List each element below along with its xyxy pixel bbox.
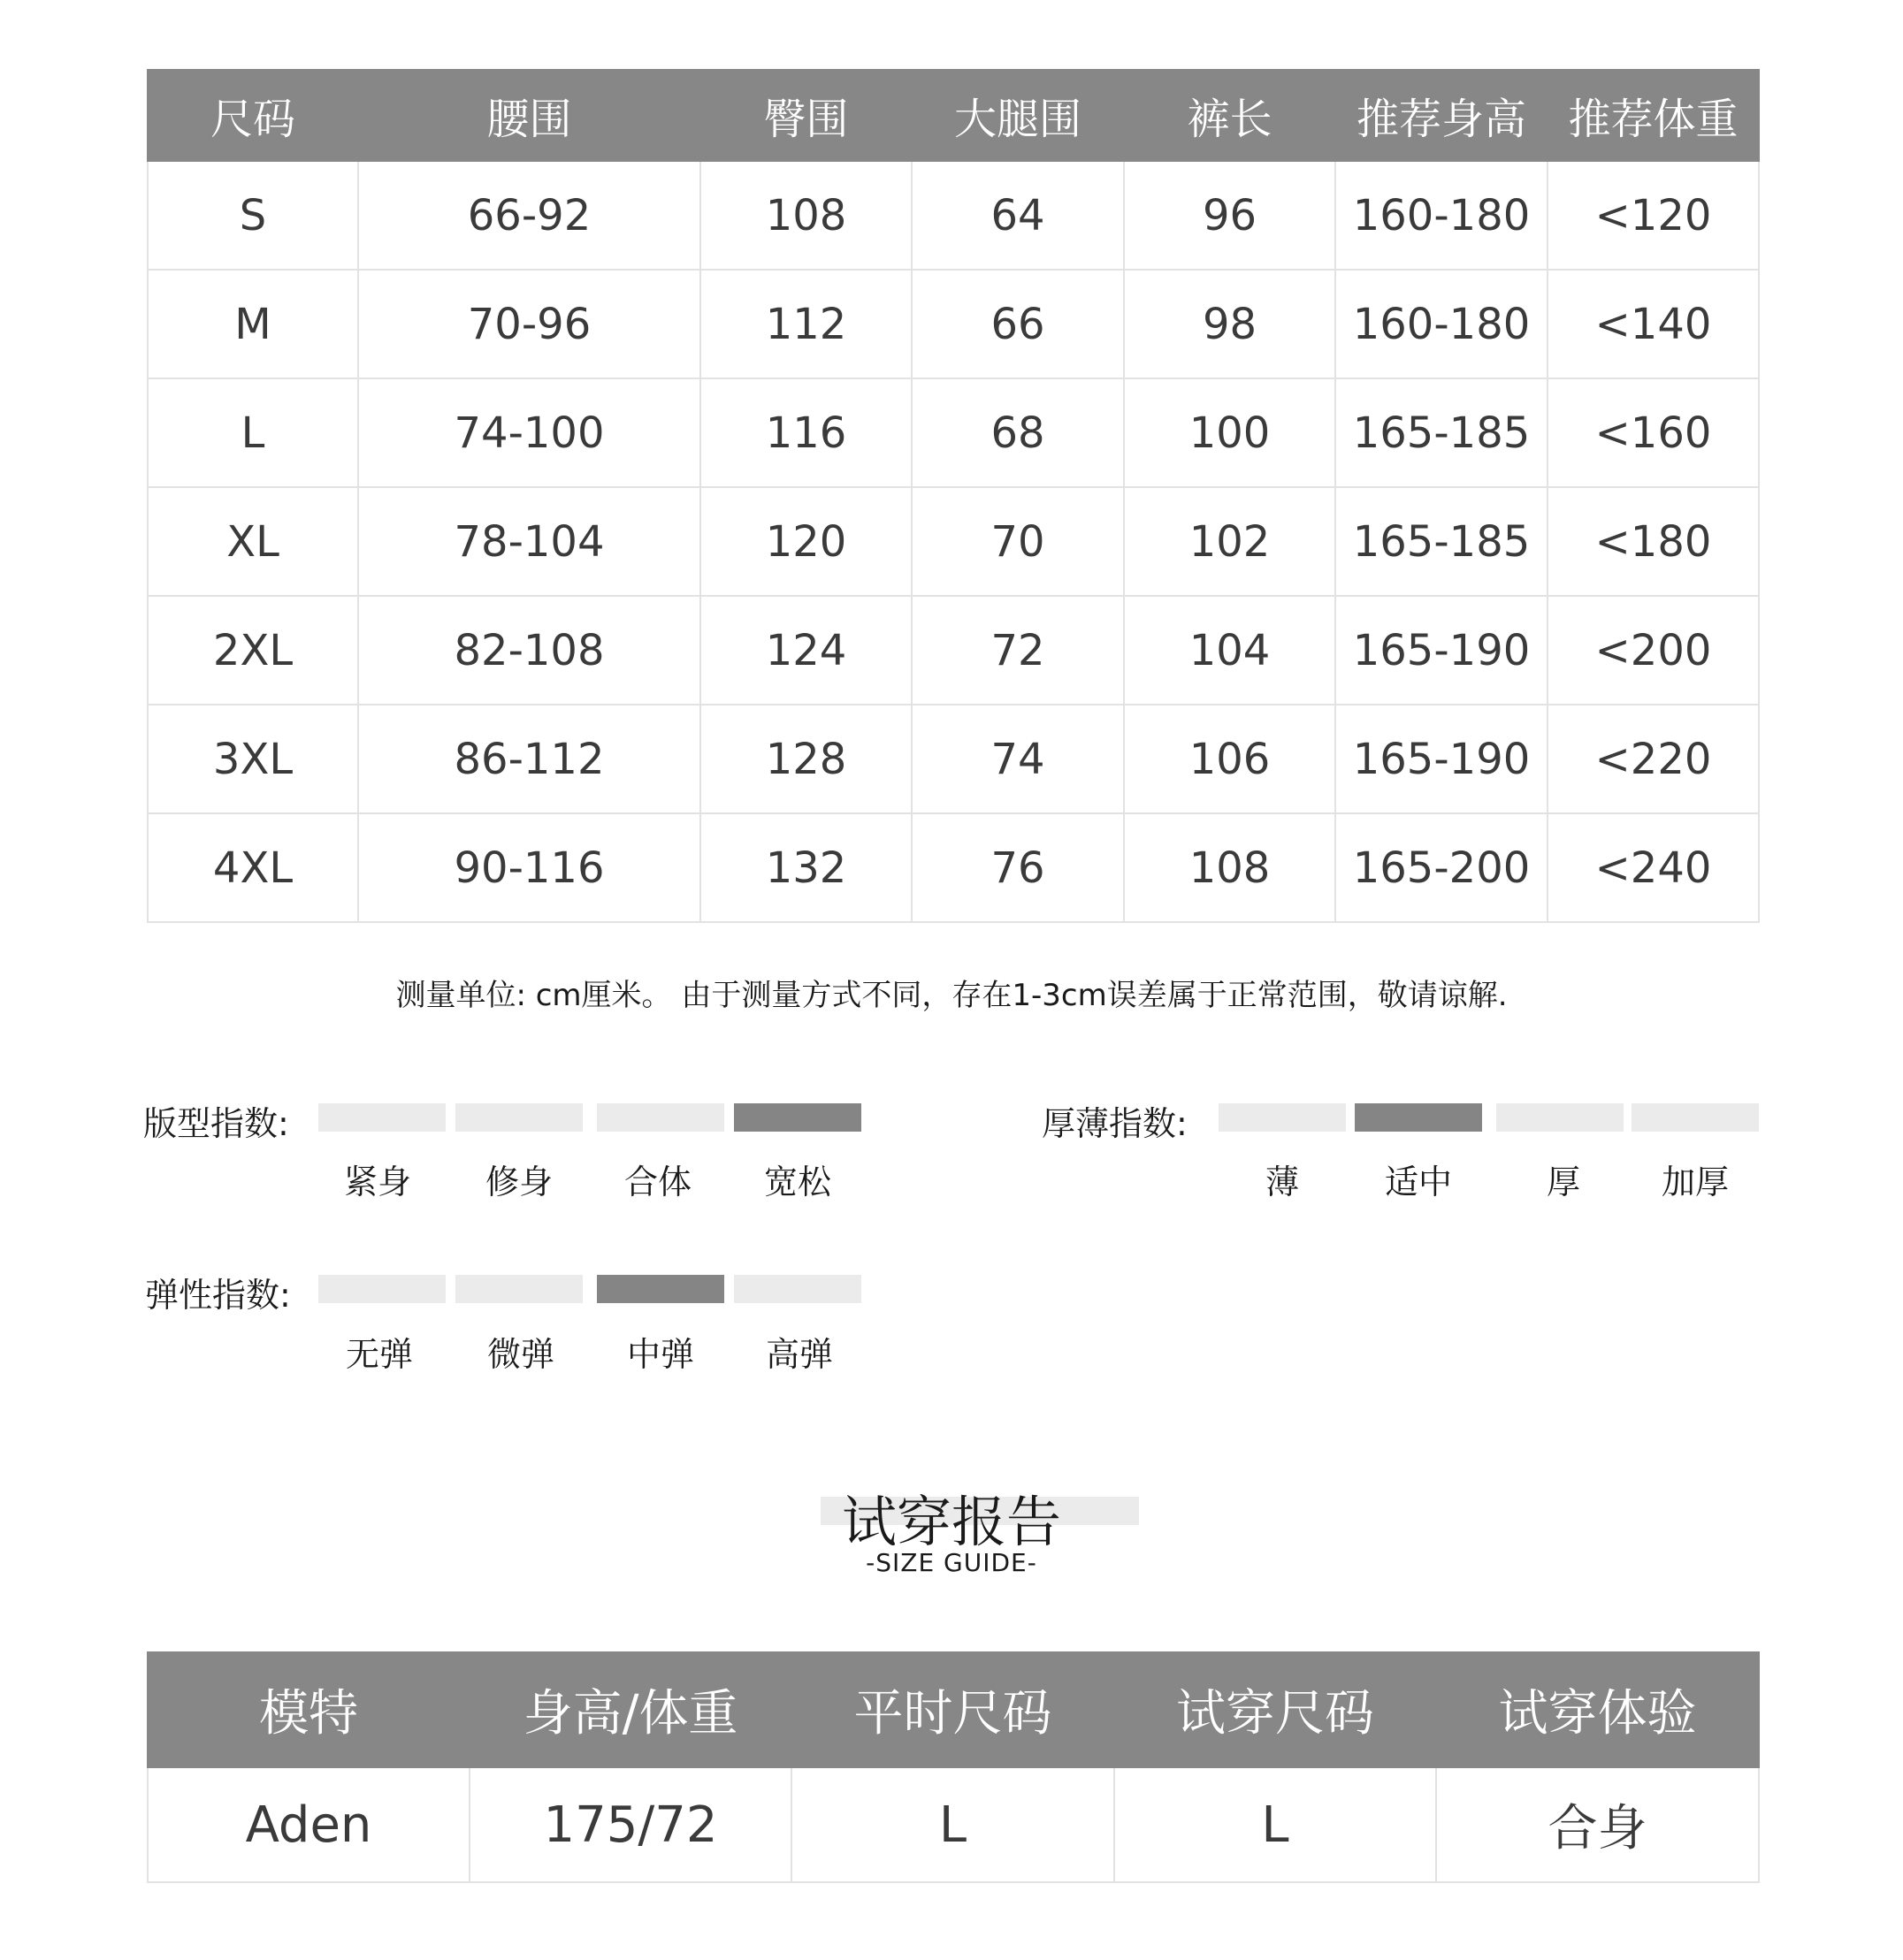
cell-length: 98 xyxy=(1124,270,1335,378)
cell-height-weight: 175/72 xyxy=(470,1767,791,1882)
fit-option-label: 宽松 xyxy=(763,1163,831,1201)
cell-thigh: 74 xyxy=(912,705,1124,813)
cell-size: L xyxy=(148,378,358,487)
cell-length: 100 xyxy=(1124,378,1335,487)
cell-hip: 116 xyxy=(700,378,912,487)
thickness-index-bar xyxy=(1219,1103,1346,1132)
fit-index-bar xyxy=(318,1103,446,1132)
cell-weight: <120 xyxy=(1548,161,1759,270)
thickness-option-label: 薄 xyxy=(1265,1163,1299,1201)
cell-height: 165-185 xyxy=(1335,378,1548,487)
fit-option-label: 紧身 xyxy=(343,1163,411,1201)
cell-model: Aden xyxy=(148,1767,470,1882)
cell-waist: 78-104 xyxy=(358,487,700,596)
cell-length: 104 xyxy=(1124,596,1335,705)
header-weight: 推荐体重 xyxy=(1548,70,1759,161)
fit-index-label: 版型指数: xyxy=(143,1104,289,1143)
header-fit-experience: 试穿体验 xyxy=(1436,1652,1759,1767)
cell-waist: 82-108 xyxy=(358,596,700,705)
cell-length: 96 xyxy=(1124,161,1335,270)
cell-length: 108 xyxy=(1124,813,1335,922)
cell-size: XL xyxy=(148,487,358,596)
elasticity-option-label: 微弹 xyxy=(486,1335,554,1374)
cell-waist: 74-100 xyxy=(358,378,700,487)
cell-weight: <160 xyxy=(1548,378,1759,487)
cell-height: 165-185 xyxy=(1335,487,1548,596)
cell-height: 165-200 xyxy=(1335,813,1548,922)
measurement-note: 测量单位: cm厘米。 由于测量方式不同，存在1-3cm误差属于正常范围，敬请谅解. xyxy=(395,978,1508,1013)
size-chart-header-row xyxy=(148,70,1759,161)
cell-waist: 90-116 xyxy=(358,813,700,922)
header-usual-size: 平时尺码 xyxy=(791,1652,1114,1767)
fit-option-label: 合体 xyxy=(623,1163,692,1201)
cell-weight: <220 xyxy=(1548,705,1759,813)
cell-thigh: 72 xyxy=(912,596,1124,705)
thickness-option-label: 加厚 xyxy=(1661,1163,1729,1201)
table-row xyxy=(148,487,1759,596)
fit-index-bar xyxy=(597,1103,724,1132)
thickness-index-bar xyxy=(1632,1103,1759,1132)
report-subtitle: -SIZE GUIDE- xyxy=(866,1548,1037,1577)
elasticity-option-label: 无弹 xyxy=(345,1335,413,1374)
cell-tried-size: L xyxy=(1114,1767,1436,1882)
thickness-index-bar xyxy=(1355,1103,1482,1132)
cell-weight: <240 xyxy=(1548,813,1759,922)
elasticity-index-bar xyxy=(455,1275,583,1303)
cell-waist: 66-92 xyxy=(358,161,700,270)
cell-height: 160-180 xyxy=(1335,161,1548,270)
header-hip: 臀围 xyxy=(700,70,912,161)
cell-waist: 70-96 xyxy=(358,270,700,378)
thickness-option-label: 适中 xyxy=(1384,1163,1452,1201)
cell-hip: 124 xyxy=(700,596,912,705)
thickness-index-bar xyxy=(1496,1103,1624,1132)
cell-usual-size: L xyxy=(791,1767,1114,1882)
report-title: 试穿报告 xyxy=(841,1490,1061,1554)
cell-height: 165-190 xyxy=(1335,705,1548,813)
header-model: 模特 xyxy=(148,1652,470,1767)
header-size: 尺码 xyxy=(148,70,358,161)
cell-hip: 132 xyxy=(700,813,912,922)
cell-size: M xyxy=(148,270,358,378)
cell-waist: 86-112 xyxy=(358,705,700,813)
header-tried-size: 试穿尺码 xyxy=(1114,1652,1436,1767)
cell-weight: <140 xyxy=(1548,270,1759,378)
cell-length: 102 xyxy=(1124,487,1335,596)
table-row xyxy=(148,1767,1759,1882)
elasticity-index-bar xyxy=(318,1275,446,1303)
cell-size: 2XL xyxy=(148,596,358,705)
cell-weight: <180 xyxy=(1548,487,1759,596)
cell-thigh: 64 xyxy=(912,161,1124,270)
cell-height: 160-180 xyxy=(1335,270,1548,378)
fit-index-bar xyxy=(734,1103,861,1132)
cell-size: 4XL xyxy=(148,813,358,922)
report-header-row xyxy=(148,1652,1759,1767)
cell-fit-experience: 合身 xyxy=(1436,1767,1759,1882)
cell-hip: 128 xyxy=(700,705,912,813)
table-row xyxy=(148,705,1759,813)
table-row xyxy=(148,378,1759,487)
fit-option-label: 修身 xyxy=(485,1163,553,1201)
cell-thigh: 76 xyxy=(912,813,1124,922)
fit-index-bar xyxy=(455,1103,583,1132)
cell-length: 106 xyxy=(1124,705,1335,813)
table-row xyxy=(148,270,1759,378)
cell-hip: 112 xyxy=(700,270,912,378)
elasticity-index-bar xyxy=(734,1275,861,1303)
cell-hip: 120 xyxy=(700,487,912,596)
elasticity-option-label: 高弹 xyxy=(765,1335,833,1374)
cell-thigh: 70 xyxy=(912,487,1124,596)
elasticity-index-label: 弹性指数: xyxy=(145,1276,291,1315)
cell-hip: 108 xyxy=(700,161,912,270)
cell-size: 3XL xyxy=(148,705,358,813)
thickness-index-label: 厚薄指数: xyxy=(1042,1104,1188,1143)
header-thigh: 大腿围 xyxy=(912,70,1124,161)
cell-thigh: 66 xyxy=(912,270,1124,378)
header-waist: 腰围 xyxy=(358,70,700,161)
elasticity-option-label: 中弹 xyxy=(626,1335,694,1374)
header-length: 裤长 xyxy=(1124,70,1335,161)
table-row xyxy=(148,813,1759,922)
cell-thigh: 68 xyxy=(912,378,1124,487)
elasticity-index-bar xyxy=(597,1275,724,1303)
table-row xyxy=(148,596,1759,705)
thickness-option-label: 厚 xyxy=(1546,1163,1580,1201)
cell-weight: <200 xyxy=(1548,596,1759,705)
cell-size: S xyxy=(148,161,358,270)
header-height: 推荐身高 xyxy=(1335,70,1548,161)
table-row xyxy=(148,161,1759,270)
cell-height: 165-190 xyxy=(1335,596,1548,705)
header-height-weight: 身高/体重 xyxy=(470,1652,791,1767)
size-chart-table xyxy=(147,69,1760,923)
fit-report-table xyxy=(147,1651,1760,1883)
